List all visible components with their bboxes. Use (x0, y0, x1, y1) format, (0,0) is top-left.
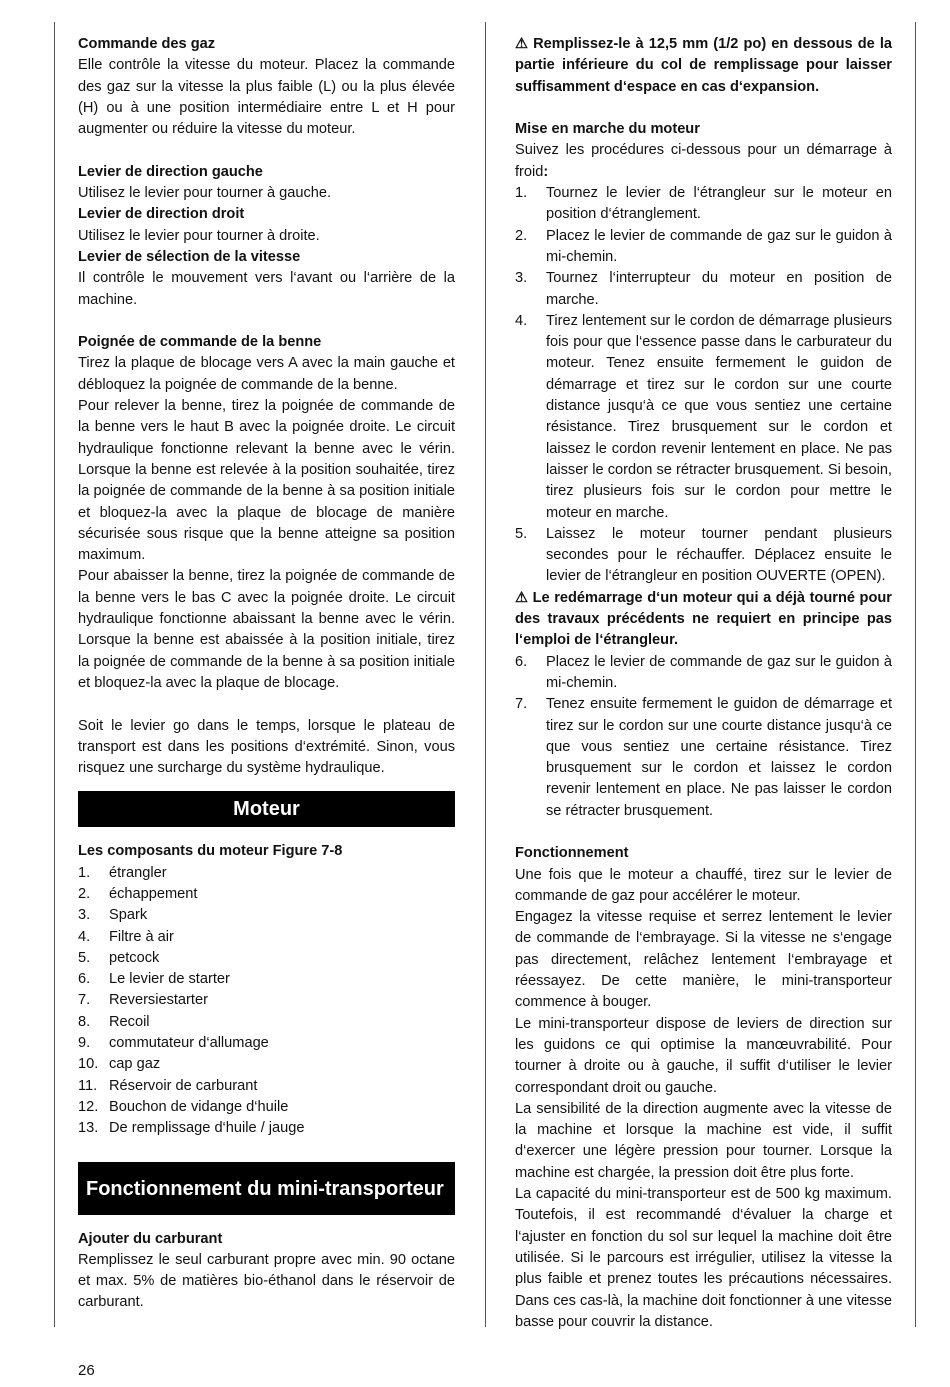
start-steps (515, 183, 892, 588)
components-list (78, 863, 455, 1140)
list-item (78, 905, 455, 926)
left-lever-heading: Levier de direction gauche (78, 163, 263, 180)
list-item-number: 4. (78, 928, 91, 945)
list-item-number: 3. (78, 907, 91, 924)
speed-lever-text: Il contrôle le mouvement vers l‘avant ou l‘arrière de la machine. (78, 270, 455, 308)
list-item-number: 2. (78, 885, 91, 902)
list-item (78, 1118, 455, 1139)
list-item (515, 524, 892, 588)
right-lever-heading: Levier de direction droit (78, 206, 245, 223)
dump-handle-p2: Pour relever la benne, tirez la poignée de commande de la benne vers le haut B avec la poignée droite. Le circuit hydraulique fonctionne relevant la benne avec le vérin. Lorsque la benne est relevée à la position souhaitée, tirez la poignée de commande de la benne à sa position initiale et bloquez-la avec la plaque de blocage de manière sécurisée sous risque que la benne atteigne sa position maximum. (78, 398, 455, 564)
list-item-number: 3. (515, 270, 528, 287)
operation-p2: Engagez la vitesse requise et serrez lentement le levier de commande de l‘embrayage. Si la vitesse ne s‘engage pas directement, relâchez lentement l‘embrayage et réessayez. De cette manière, le mini-transporteur commence à bouger. (515, 909, 892, 1011)
fuel-text: Remplissez le seul carburant propre avec min. 90 octane et max. 5% de matières bio-éthanol dans le réservoir de carburant. (78, 1251, 455, 1311)
list-item-number: 11. (78, 1077, 98, 1094)
start-heading: Mise en marche du moteur (515, 121, 700, 138)
warning-triangle-icon: ⚠ (515, 589, 529, 606)
throttle-text: Elle contrôle la vitesse du moteur. Placez la commande des gaz sur la vitesse la plus faible (L) ou la plus élevée (H) ou à une position intermédiaire entre L et H pour augmenter ou réduire la vitesse du moteur. (78, 57, 455, 138)
list-item (78, 1033, 455, 1054)
list-item-text: De remplissage d‘huile / jauge (109, 1120, 305, 1137)
list-item-text: Recoil (109, 1013, 150, 1030)
fill-warning (515, 34, 892, 98)
page-number: 26 (78, 1362, 95, 1379)
dump-handle-p1: Tirez la plaque de blocage vers A avec la main gauche et débloquez la poignée de commande de la benne. (78, 355, 455, 393)
list-item-text: cap gaz (109, 1056, 161, 1073)
list-item (515, 268, 892, 311)
operation-p3: Le mini-transporteur dispose de leviers de direction sur les guidons ce qui optimise la manœuvrabilité. Pour tourner à droite ou à gauche, il suffit d‘utiliser le levier correspondant droit ou gauche. (515, 1015, 892, 1096)
list-item-text: étrangler (109, 864, 167, 881)
motor-banner: Moteur (78, 791, 455, 827)
list-item-text: Placez le levier de commande de gaz sur le guidon à mi-chemin. (546, 653, 892, 691)
left-rule (54, 22, 55, 1327)
list-item (78, 990, 455, 1011)
list-item (515, 652, 892, 695)
list-item-text: Spark (109, 907, 148, 924)
operation-banner: Fonctionnement du mini-transporteur (78, 1162, 455, 1215)
list-item-number: 5. (78, 949, 91, 966)
list-item-number: 8. (78, 1013, 91, 1030)
list-item-number: 4. (515, 312, 528, 329)
list-item (78, 1076, 455, 1097)
list-item-text: Reversiestarter (109, 992, 208, 1009)
list-item-text: Tournez le levier de l‘étrangleur sur le moteur en position d‘étranglement. (546, 185, 892, 223)
list-item-number: 9. (78, 1035, 91, 1052)
fill-warning-text: Remplissez-le à 12,5 mm (1/2 po) en dessous de la partie inférieure du col de remplissage pour laisser suffisamment d‘espace en cas d‘expansion. (515, 36, 892, 95)
list-item (78, 969, 455, 990)
start-steps-continued (515, 652, 892, 822)
list-item (78, 884, 455, 905)
list-item-text: petcock (109, 949, 160, 966)
operation-p1: Une fois que le moteur a chauffé, tirez sur le levier de commande de gaz pour accélérer le moteur. (515, 866, 892, 904)
list-item-number: 7. (78, 992, 91, 1009)
start-intro-colon: : (543, 163, 549, 180)
list-item (515, 226, 892, 269)
list-item (78, 863, 455, 884)
list-item-text: Tournez l‘interrupteur du moteur en position de marche. (546, 270, 892, 308)
list-item-text: Placez le levier de commande de gaz sur le guidon à mi-chemin. (546, 227, 892, 265)
restart-warning-text: Le redémarrage d‘un moteur qui a déjà tourné pour des travaux précédents ne requiert en principe pas l‘emploi de l‘étrangleur. (515, 589, 892, 649)
list-item-text: commutateur d‘allumage (109, 1035, 269, 1052)
warning-triangle-icon: ⚠ (515, 36, 530, 52)
list-item-number: 6. (78, 971, 91, 988)
list-item (78, 1097, 455, 1118)
list-item (78, 948, 455, 969)
list-item-number: 2. (515, 227, 528, 244)
list-item-number: 1. (78, 864, 91, 881)
center-rule (485, 22, 486, 1327)
right-lever-text: Utilisez le levier pour tourner à droite. (78, 227, 320, 244)
speed-lever-heading: Levier de sélection de la vitesse (78, 248, 301, 265)
list-item-text: Filtre à air (109, 928, 174, 945)
list-item-text: Tirez lentement sur le cordon de démarrage plusieurs fois pour que l‘essence passe dans le carburateur du moteur. Tenez ensuite fermement le guidon de démarrage et tirez sur le cordon sur une courte distance jusqu‘à ce que vous sentiez une certaine résistance. Tirez brusquement sur le cordon et laissez le cordon revenir lentement en place. Ne pas laisser le cordon se rétracter brusquement. Si besoin, tirez plusieurs fois sur le cordon pour mettre le moteur en marche. (546, 312, 892, 521)
list-item-number: 12. (78, 1098, 99, 1115)
release-note: Soit le levier go dans le temps, lorsque le plateau de transport est dans les positions d‘extrémité. Sinon, vous risquez une surcharge du système hydraulique. (78, 717, 455, 777)
list-item-number: 7. (515, 696, 528, 713)
operation-p5: La capacité du mini-transporteur est de 500 kg maximum. Toutefois, il est recommandé d‘évaluer la charge et l‘ajuster en fonction du sol sur lequel la machine doit être utilisée. Si le parcours est irrégulier, utilisez la vitesse la plus faible et prenez toutes les précautions nécessaires. Dans ces cas-là, la machine doit fonctionner à une vitesse basse pour couvrir la distance. (515, 1186, 892, 1330)
restart-warning (515, 588, 892, 652)
list-item-number: 5. (515, 525, 528, 542)
list-item-text: Bouchon de vidange d‘huile (109, 1098, 289, 1115)
fuel-heading: Ajouter du carburant (78, 1230, 223, 1247)
list-item (78, 927, 455, 948)
list-item-number: 6. (515, 653, 528, 670)
right-column (515, 34, 892, 1333)
dump-handle-p3: Pour abaisser la benne, tirez la poignée de commande de la benne vers le bas C avec la poignée droite. Le circuit hydraulique fonctionne abaissant la benne avec le vérin. Lorsque la benne est abaissée à la position initiale, tirez la poignée de commande de la benne à sa position initiale et bloquez-la avec la plaque de blocage. (78, 568, 455, 691)
dump-handle-heading: Poignée de commande de la benne (78, 334, 322, 351)
start-intro (515, 140, 892, 183)
list-item (78, 1012, 455, 1033)
start-intro-text: Suivez les procédures ci-dessous pour un démarrage à froid (515, 142, 892, 180)
left-column (78, 34, 455, 1314)
list-item-text: Tenez ensuite fermement le guidon de démarrage et tirez sur le cordon sur une courte distance jusqu‘à ce que vous sentiez une certaine résistance. Tirez brusquement sur le cordon et laissez le cordon revenir lentement en place. Ne pas laisser le cordon se rétracter brusquement. (546, 696, 892, 819)
operation-heading: Fonctionnement (515, 845, 629, 862)
list-item-text: Réservoir de carburant (109, 1077, 258, 1094)
list-item-text: échappement (109, 885, 198, 902)
list-item-number: 13. (78, 1120, 99, 1137)
list-item (515, 694, 892, 822)
left-lever-text: Utilisez le levier pour tourner à gauche. (78, 185, 332, 202)
right-rule (915, 22, 916, 1327)
list-item (515, 183, 892, 226)
list-item-text: Laissez le moteur tourner pendant plusieurs secondes pour le réchauffer. Déplacez ensuite le levier de l‘étrangleur en position OUVERTE (OPEN). (546, 525, 892, 585)
throttle-heading: Commande des gaz (78, 36, 216, 52)
list-item-number: 10. (78, 1056, 99, 1073)
list-item (78, 1054, 455, 1075)
list-item-number: 1. (515, 185, 528, 202)
list-item-text: Le levier de starter (109, 971, 230, 988)
list-item (515, 311, 892, 524)
components-heading: Les composants du moteur Figure 7-8 (78, 843, 343, 860)
operation-p4: La sensibilité de la direction augmente avec la vitesse de la machine et lorsque la machine est vide, il suffit d‘exercer une légère pression pour tourner. Lorsque la machine est chargée, la pression doit être plus forte. (515, 1100, 892, 1181)
